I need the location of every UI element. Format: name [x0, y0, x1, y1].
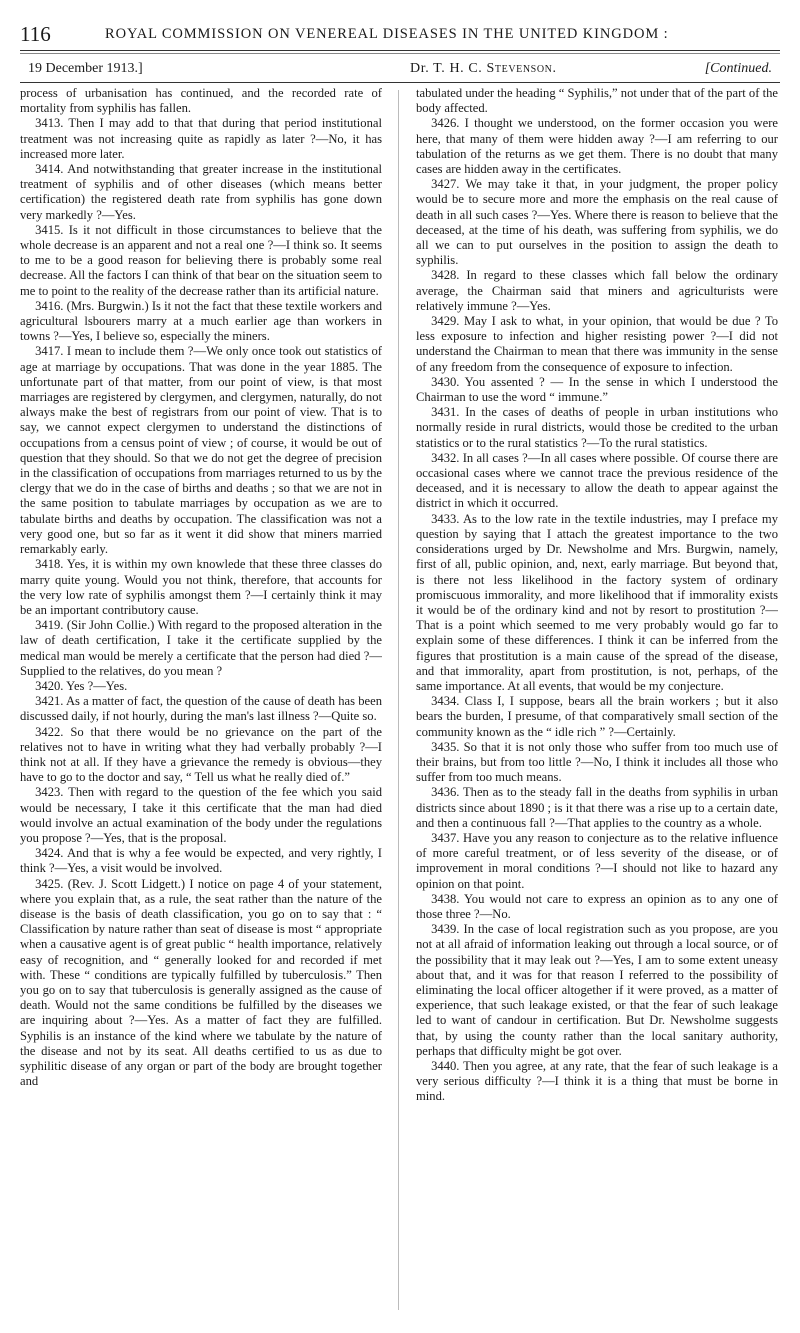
testimony-paragraph: 3429. May I ask to what, in your opinion, that would be due ? To less exposure to infection and higher resisting power ?—I did not understand the Chairman to mean that there was immunity in the sense of any freedom from the consequence of exposure to infection. — [416, 314, 778, 374]
right-column — [416, 86, 778, 1316]
testimony-paragraph: 3427. We may take it that, in your judgment, the proper policy would be to secure more and more the emphasis on the real cause of death in all such cases ?—Yes. Where there is reason to believe that the deceased, at the time of his death, was suffering from syphilis, we do all we can to put ourselves in the position to assign the death to syphilis. — [416, 177, 778, 268]
report-title: ROYAL COMMISSION ON VENEREAL DISEASES IN THE UNITED KINGDOM : — [105, 26, 669, 42]
left-column — [20, 86, 382, 1316]
testimony-paragraph: 3425. (Rev. J. Scott Lidgett.) I notice on page 4 of your statement, where you explain that, as a rule, the seat rather than the nature of the disease is the basis of death classification, you go on to say that : “ Classification by nature rather than seat of disease is most “ appropriate when a causative agent is of great public “ health importance, relatively easy of recognition, and “ generally looked for and recorded if met with. These “ conditions are typically fulfilled by tuberculosis.” Then you go on to say that tuberculosis is generally assigned as the cause of death. Would not the same conditions be fulfilled by the diseases we are inquiring about ?—Yes. As a matter of fact they are fulfilled. Syphilis is an instance of the kind where we tabulate by the nature of the disease and not by its seat. All deaths certified to us as due to syphilitic disease of any organ or part of the body are brought together and — [20, 876, 382, 1089]
header-rule — [20, 50, 780, 51]
testimony-paragraph: 3413. Then I may add to that that during that period institutional treatment was not increasing quite as rapidly as later ?—No, it has increased more later. — [20, 116, 382, 161]
testimony-paragraph: 3430. You assented ? — In the sense in which I understood the Chairman to use the word “ immune.” — [416, 374, 778, 405]
testimony-paragraph: 3426. I thought we understood, on the former occasion you were here, that many of them were hidden away ?—I am referring to our tabulation of the returns as we get them. There is no doubt that many cases are hidden away in the certificates. — [416, 116, 778, 177]
testimony-paragraph: 3433. As to the low rate in the textile industries, may I preface my question by saying that I attach the greatest importance to the two considerations urged by Dr. Newsholme and Mrs. Burgwin, namely, first of all, public opinion, and, next, early marriage. But beyond that, is there not less likelihood in the factory system of ordinary promiscuous immorality, and more likelihood that if immorality exists it would be of the ordinary kind and not by resort to prostitution ?—That is a point which seemed to me very probably would go far to explain some of these differences. I think it can be inferred from the figures that prostitution is a main cause of the spread of the disease, and that immorality, apart from prostitution, is not, perhaps, of the same importance. At all events, that would be my conjecture. — [416, 511, 778, 693]
testimony-paragraph: tabulated under the heading “ Syphilis,” not under that of the part of the body affected. — [416, 86, 778, 116]
subheading — [20, 61, 780, 79]
testimony-paragraph: 3424. And that is why a fee would be expected, and very rightly, I think ?—Yes, a visit would be involved. — [20, 846, 382, 876]
testimony-paragraph: 3417. I mean to include them ?—We only once took out statistics of age at marriage by occupations. That was done in the year 1885. The unfortunate part of that matter, from our point of view, is that most marriages are registered by clergymen, and clergymen, naturally, do not always make the best of registrars from our point of view. That is to say, we cannot expect clergymen to understand the distinctions of occupations from a census point of view ; of course, it would be out of question that they should. So that we do not get the degree of precision in the classification of occupations from marriages returned to us by the clergy that we do in the case of births and deaths ; so that we are not in the same position to tabulate marriages by occupation as we are to tabulate births and deaths by occupation. The classification was not a very good one, but so far as it went it did show that miners married remarkably early. — [20, 344, 382, 557]
testimony-paragraph: 3434. Class I, I suppose, bears all the brain workers ; but it also bears the burden, I presume, of that comparatively small section of the community known as the “ idle rich ” ?—Certainly. — [416, 694, 778, 739]
testimony-paragraph: 3440. Then you agree, at any rate, that the fear of such leakage is a very serious difficulty ?—I think it is a thing that must be borne in mind. — [416, 1059, 778, 1104]
testimony-paragraph: 3422. So that there would be no grievance on the part of the relatives not to have in writing what they had verbally probably ?—I think not at all. If they have a grievance the remedy is obvious—they have to go to the doctor and say, “ Tell us what he really died of.” — [20, 724, 382, 785]
testimony-paragraph: 3416. (Mrs. Burgwin.) Is it not the fact that these textile workers and agricultural lsbourers marry at a much earlier age than workers in towns ?—Yes, I believe so, especially the miners. — [20, 298, 382, 344]
testimony-paragraph: process of urbanisation has continued, and the recorded rate of mortality from syphilis has fallen. — [20, 86, 382, 116]
header-rule-thin — [20, 53, 780, 54]
testimony-paragraph: 3414. And notwithstanding that greater increase in the institutional treatment of syphilis and of other diseases (which means better certification) the registered death rate from syphilis has gone down very markedly ?—Yes. — [20, 162, 382, 222]
testimony-paragraph: 3415. Is it not difficult in those circumstances to believe that the whole decrease is an apparent and not a real one ?—I think so. It seems to me to be a good reason for believing there is probably some real decrease. All the factors I can think of that bear on the situation seem to me to point to the reality of the decrease rather than its artificial nature. — [20, 222, 382, 298]
testimony-paragraph: 3435. So that it is not only those who suffer from too much use of their brains, but from too little ?—No, I think it includes all those who suffer from too much means. — [416, 739, 778, 785]
continued-label: [Continued. — [704, 61, 772, 76]
testimony-paragraph: 3419. (Sir John Collie.) With regard to the proposed alteration in the law of death certification, I take it the certificate supplied by the medical man would be merely a certificate that the person had died ?—Supplied to the relatives, do you mean ? — [20, 618, 382, 678]
testimony-paragraph: 3420. Yes ?—Yes. — [35, 678, 128, 693]
testimony-paragraph: 3418. Yes, it is within my own knowlede that these three classes do marry quite young. Would you not think, therefore, that accounts for the very low rate of syphilis amongst them ?—I certainly think it may be an important contributory cause. — [20, 557, 382, 617]
testimony-paragraph: 3437. Have you any reason to conjecture as to the relative influence of more careful treatment, or of less severity of the disease, or of improvement in moral conditions ?—I should not like to hazard any opinion on that point. — [416, 830, 778, 891]
subheading-rule — [20, 82, 780, 83]
witness-prefix: Dr. T. H. C. — [410, 61, 483, 76]
running-head — [20, 22, 780, 44]
session-date: 19 December 1913.] — [28, 61, 143, 76]
testimony-paragraph: 3428. In regard to these classes which fall below the ordinary average, the Chairman said that miners and agriculturists were relatively immune ?—Yes. — [416, 268, 778, 313]
testimony-paragraph: 3436. Then as to the steady fall in the deaths from syphilis in urban districts since about 1890 ; is it that there was a rise up to a certain date, and then a continuous fall ?—That applies to the country as a whole. — [416, 785, 778, 830]
witness-surname: Stevenson. — [486, 61, 557, 76]
testimony-paragraph: 3421. As a matter of fact, the question of the cause of death has been discussed daily, if not hourly, during the man's last illness ?—Quite so. — [20, 694, 382, 724]
testimony-paragraph: 3438. You would not care to express an opinion as to any one of those three ?—No. — [416, 891, 778, 921]
testimony-paragraph: 3423. Then with regard to the question of the fee which you said would be necessary, I take it this certificate that the man had died would involve an actual examination of the body under the regulations you propose ?—Yes, that is the proposal. — [20, 785, 382, 845]
page-number: 116 — [20, 22, 51, 46]
testimony-paragraph: 3439. In the case of local registration such as you propose, are you not at all afraid of information leaking out through a local source, or of the possibility that it may leak out ?—Yes, I am to some extent uneasy about that, and it was for that reason I referred to the possibility of eliminating the local officer altogether if it were proved, as a matter of experience, that such leakage existed, or that the fear of such leakage led to want of candour in certification. But Dr. Newsholme suggests that, by using the county rather than the local sanitary authority, perhaps that difficulty might be got over. — [416, 922, 778, 1058]
witness-name — [410, 61, 557, 77]
testimony-paragraph: 3432. In all cases ?—In all cases where possible. Of course there are occasional cases where we cannot trace the previous residence of the deceased, and it is necessary to allow the death to appear against the district in which it occurred. — [416, 450, 778, 511]
column-divider — [398, 90, 399, 1310]
testimony-paragraph: 3431. In the cases of deaths of people in urban institutions who normally reside in rural districts, would those be credited to the urban statistics or to the rural statistics ?—To the rural statistics. — [416, 405, 778, 450]
